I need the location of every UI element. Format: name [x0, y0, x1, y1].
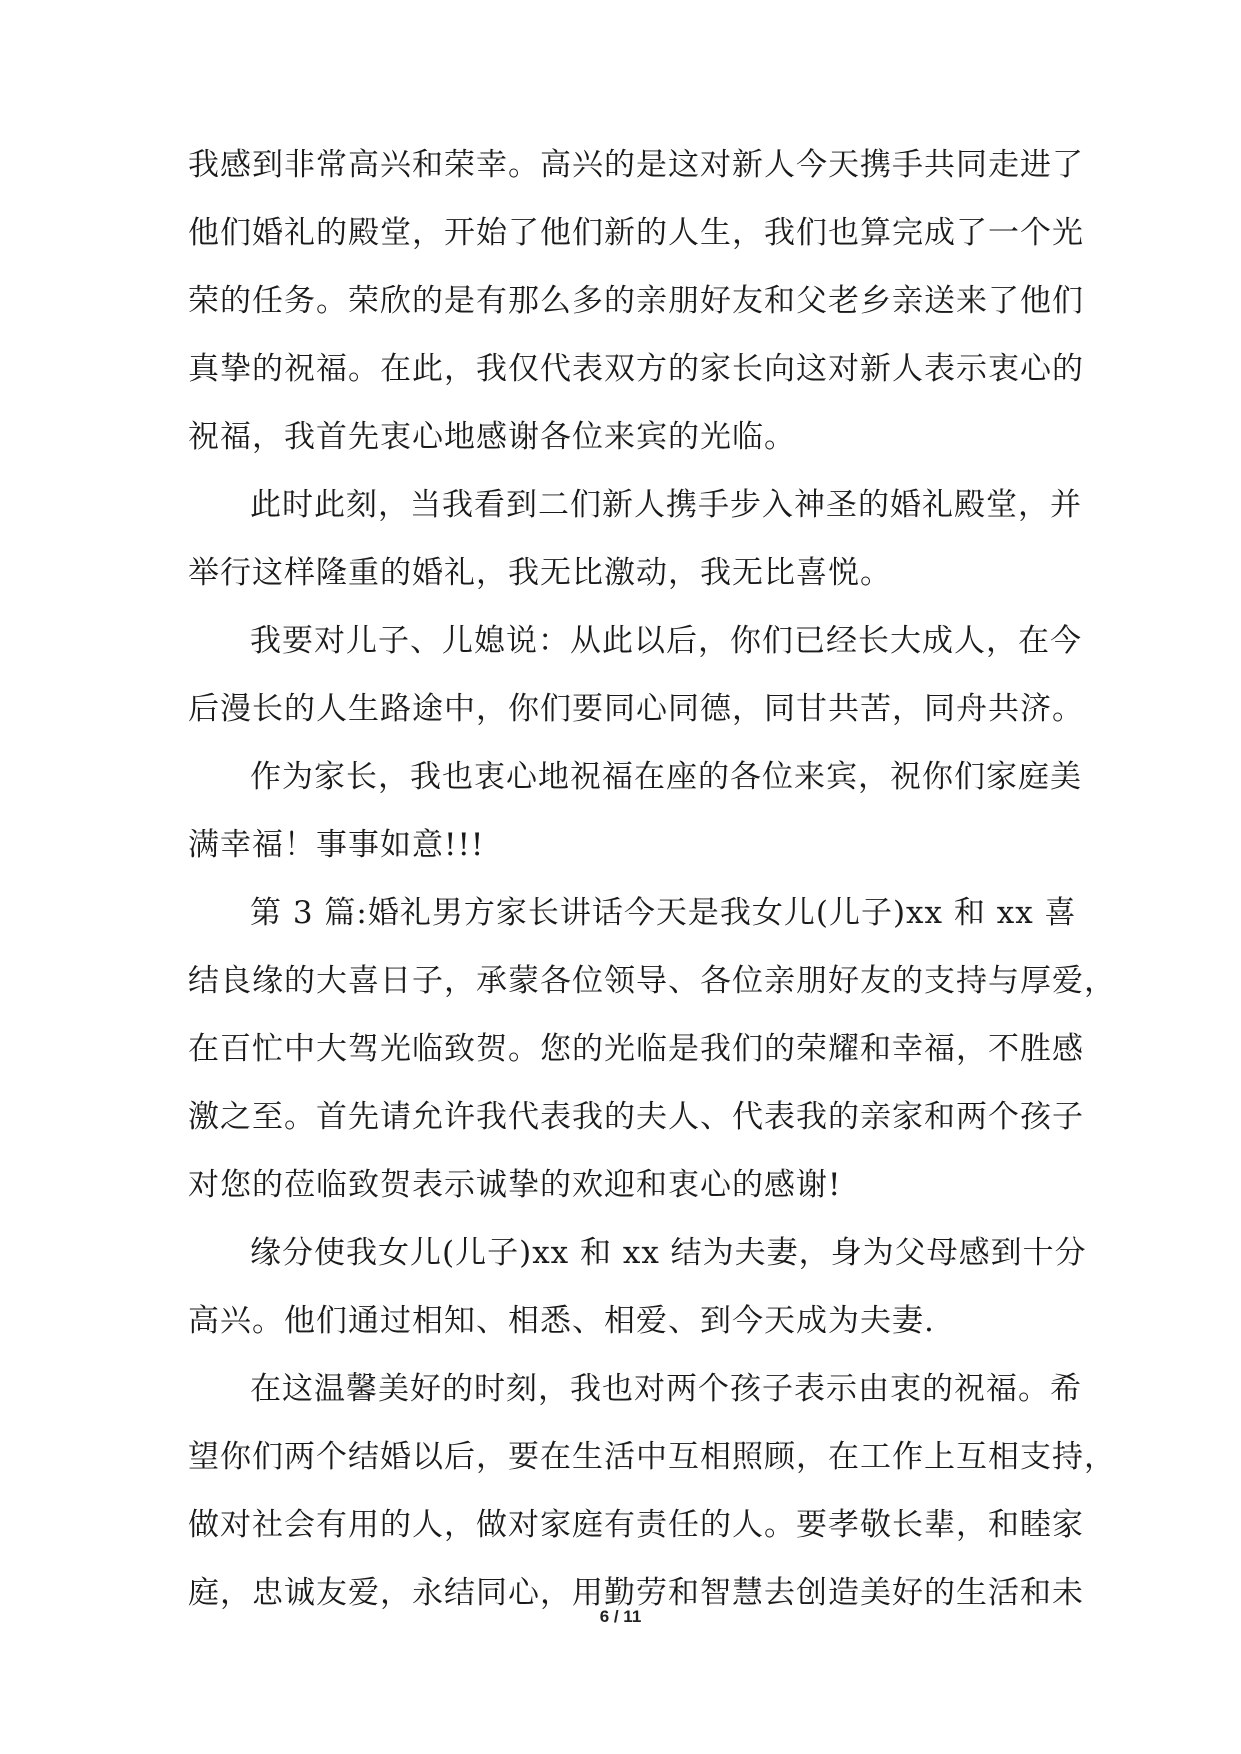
text-line: 满幸福！事事如意!!! [188, 827, 485, 863]
text-line: 在百忙中大驾光临致贺。您的光临是我们的荣耀和幸福，不胜感 [188, 1031, 1084, 1067]
text-line: 他们婚礼的殿堂，开始了他们新的人生，我们也算完成了一个光 [188, 215, 1084, 251]
text-line: 后漫长的人生路途中，你们要同心同德，同甘共苦，同舟共济。 [188, 691, 1084, 727]
text-line: 祝福，我首先衷心地感谢各位来宾的光临。 [188, 419, 796, 455]
text-line: 真挚的祝福。在此，我仅代表双方的家长向这对新人表示衷心的 [188, 351, 1084, 387]
section-heading-line: 第 3 篇:婚礼男方家长讲话今天是我女儿(儿子)xx 和 xx 喜 [250, 895, 1077, 931]
text-line: 荣的任务。荣欣的是有那么多的亲朋好友和父老乡亲送来了他们 [188, 283, 1084, 319]
paragraph-first-line: 缘分使我女儿(儿子)xx 和 xx 结为夫妻，身为父母感到十分 [250, 1235, 1087, 1271]
text-line: 对您的莅临致贺表示诚挚的欢迎和衷心的感谢! [188, 1167, 842, 1203]
text-line: 望你们两个结婚以后，要在生活中互相照顾，在工作上互相支持， [188, 1439, 1116, 1475]
paragraph-first-line: 我要对儿子、儿媳说：从此以后，你们已经长大成人，在今 [250, 623, 1082, 659]
text-line: 庭，忠诚友爱，永结同心，用勤劳和智慧去创造美好的生活和未 [188, 1575, 1084, 1611]
text-line: 高兴。他们通过相知、相悉、相爱、到今天成为夫妻. [188, 1303, 935, 1339]
text-line: 做对社会有用的人，做对家庭有责任的人。要孝敬长辈，和睦家 [188, 1507, 1084, 1543]
paragraph-first-line: 此时此刻，当我看到二们新人携手步入神圣的婚礼殿堂，并 [250, 487, 1082, 523]
text-line: 激之至。首先请允许我代表我的夫人、代表我的亲家和两个孩子 [188, 1099, 1084, 1135]
text-line: 我感到非常高兴和荣幸。高兴的是这对新人今天携手共同走进了 [188, 147, 1084, 183]
paragraph-first-line: 作为家长，我也衷心地祝福在座的各位来宾，祝你们家庭美 [250, 759, 1082, 795]
page-number: 6 / 11 [599, 1607, 642, 1626]
text-line: 结良缘的大喜日子，承蒙各位领导、各位亲朋好友的支持与厚爱， [188, 963, 1116, 999]
paragraph-first-line: 在这温馨美好的时刻，我也对两个孩子表示由衷的祝福。希 [250, 1371, 1082, 1407]
text-line: 举行这样隆重的婚礼，我无比激动，我无比喜悦。 [188, 555, 892, 591]
